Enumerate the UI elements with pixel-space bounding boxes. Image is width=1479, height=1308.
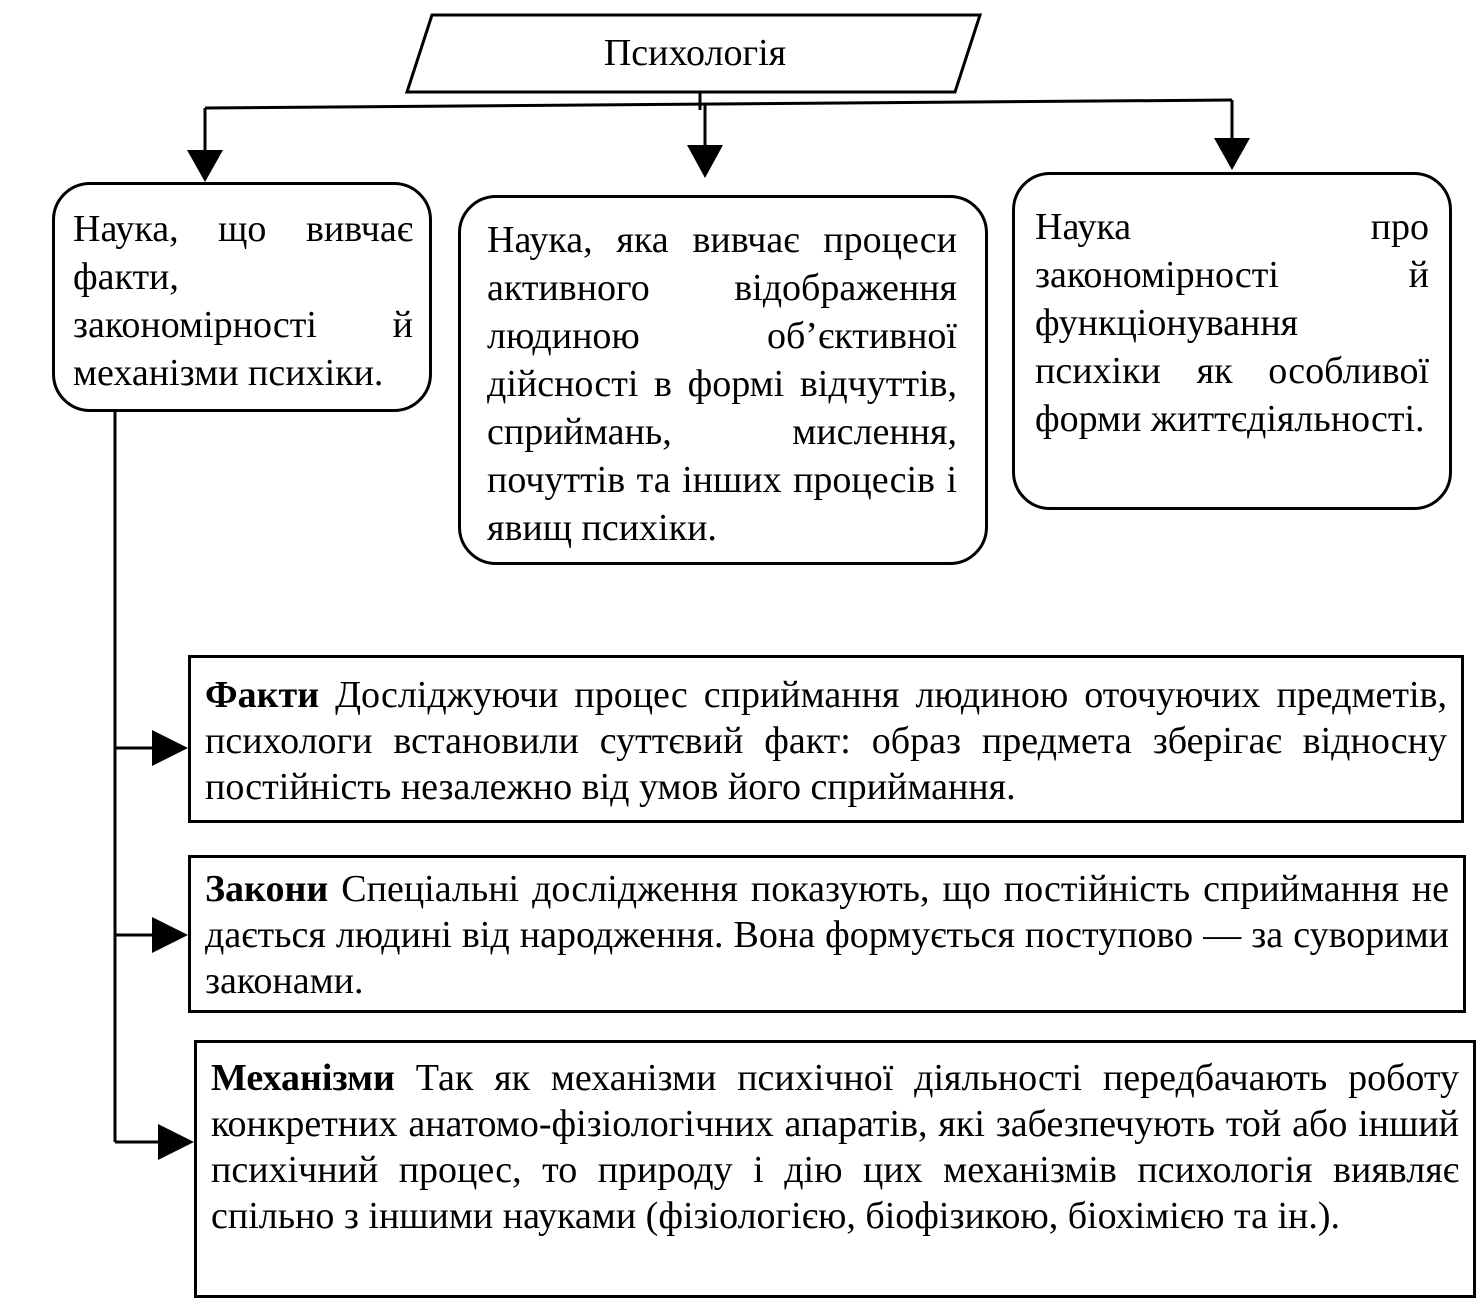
definition-box-1: Наука, що вивчає факти, закономірності й механізми психіки. xyxy=(52,182,432,412)
mechanisms-text: Так як механізми психічної діяльності передбачають роботу конкретних анатомо-фізіологічних апаратів, які забезпечують той або інший психічний процес, то природу і дію цих механізмів психологія виявляє спільно з іншими науками (фізіологією, біофізикою, біохімією та ін.). xyxy=(211,1057,1460,1237)
facts-box xyxy=(188,655,1464,823)
top-bus-line xyxy=(205,100,1232,108)
arrowhead-1 xyxy=(187,150,223,182)
arrowhead-mechanisms xyxy=(158,1124,194,1160)
laws-box xyxy=(188,855,1466,1013)
root-title: Психологія xyxy=(603,32,787,74)
facts-term: Факти xyxy=(205,674,320,716)
laws-term: Закони xyxy=(205,868,329,910)
arrowhead-3 xyxy=(1214,138,1250,170)
definition-box-2: Наука, яка вивчає процеси активного відображення людиною об’єктивної дійсності в формі відчуттів, сприймань, мислення, почуттів та інших процесів і явищ психіки. xyxy=(458,195,988,565)
laws-text: Спеціальні дослідження показують, що постійність сприймання не дається людині від народження. Вона формується поступово — за суворими законами. xyxy=(205,868,1450,1002)
mechanisms-box xyxy=(194,1040,1476,1298)
arrowhead-2 xyxy=(687,145,723,178)
definition-box-3: Наука про закономірності й функціонування психіки як особливої форми життєдіяльності. xyxy=(1012,172,1452,510)
arrowhead-laws xyxy=(152,917,188,953)
mechanisms-term: Механізми xyxy=(211,1057,395,1099)
facts-text: Досліджуючи процес сприймання людиною оточуючих предметів, психологи встановили суттєвий факт: образ предмета зберігає відносну постійність незалежно від умов його сприймання. xyxy=(205,674,1447,808)
arrowhead-facts xyxy=(152,730,188,766)
